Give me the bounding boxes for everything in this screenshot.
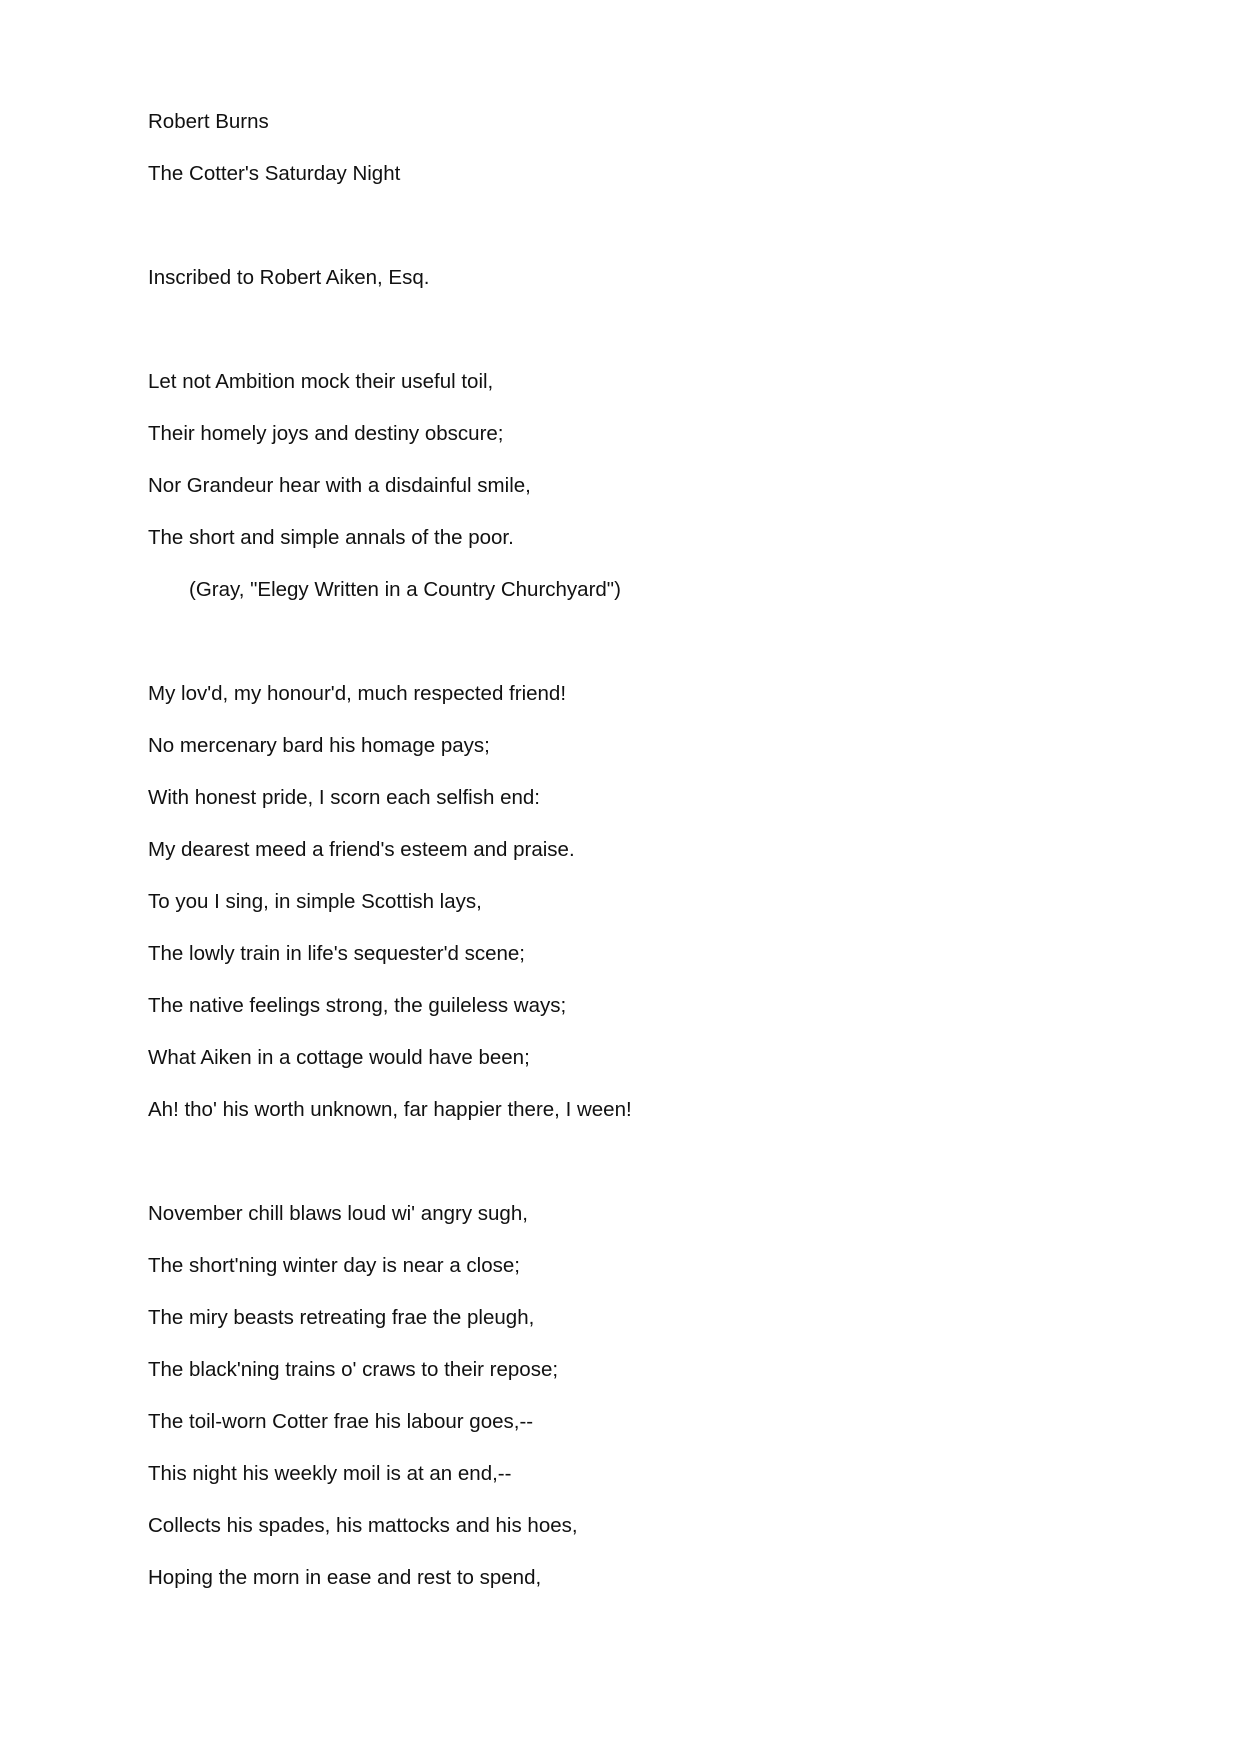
epigraph-line: Nor Grandeur hear with a disdainful smile, [148, 474, 531, 497]
poem-line: What Aiken in a cottage would have been; [148, 1046, 530, 1069]
poem-line: My lov'd, my honour'd, much respected friend! [148, 682, 567, 705]
poem-line: This night his weekly moil is at an end,-- [148, 1462, 512, 1485]
poem-line: My dearest meed a friend's esteem and praise. [148, 838, 575, 861]
stanza-2 [148, 1202, 1148, 1590]
epigraph-line: Their homely joys and destiny obscure; [148, 422, 504, 445]
poem-line: The short'ning winter day is near a close; [148, 1254, 520, 1277]
poem-line: Collects his spades, his mattocks and his hoes, [148, 1514, 578, 1537]
blank-line [148, 630, 1148, 654]
blank-line [148, 214, 1148, 238]
epigraph [148, 370, 1148, 602]
poem-line: November chill blaws loud wi' angry sugh, [148, 1202, 528, 1225]
poem-title: The Cotter's Saturday Night [148, 162, 401, 185]
poem-line: The toil-worn Cotter frae his labour goes,-- [148, 1410, 534, 1433]
poem-line: Ah! tho' his worth unknown, far happier there, I ween! [148, 1098, 632, 1121]
dedication: Inscribed to Robert Aiken, Esq. [148, 266, 430, 289]
epigraph-attribution: (Gray, "Elegy Written in a Country Churchyard") [189, 578, 621, 601]
document-body [148, 110, 1148, 1618]
stanza-1 [148, 682, 1148, 1122]
poem-line: With honest pride, I scorn each selfish end: [148, 786, 540, 809]
author-name: Robert Burns [148, 110, 269, 133]
blank-line [148, 1150, 1148, 1174]
epigraph-line: The short and simple annals of the poor. [148, 526, 514, 549]
poem-line: The black'ning trains o' craws to their repose; [148, 1358, 559, 1381]
poem-line: The miry beasts retreating frae the pleugh, [148, 1306, 535, 1329]
poem-line: The native feelings strong, the guileless ways; [148, 994, 567, 1017]
epigraph-line: Let not Ambition mock their useful toil, [148, 370, 494, 393]
poem-line: The lowly train in life's sequester'd scene; [148, 942, 526, 965]
poem-line: To you I sing, in simple Scottish lays, [148, 890, 482, 913]
blank-line [148, 318, 1148, 342]
poem-line: Hoping the morn in ease and rest to spend, [148, 1566, 542, 1589]
poem-line: No mercenary bard his homage pays; [148, 734, 490, 757]
